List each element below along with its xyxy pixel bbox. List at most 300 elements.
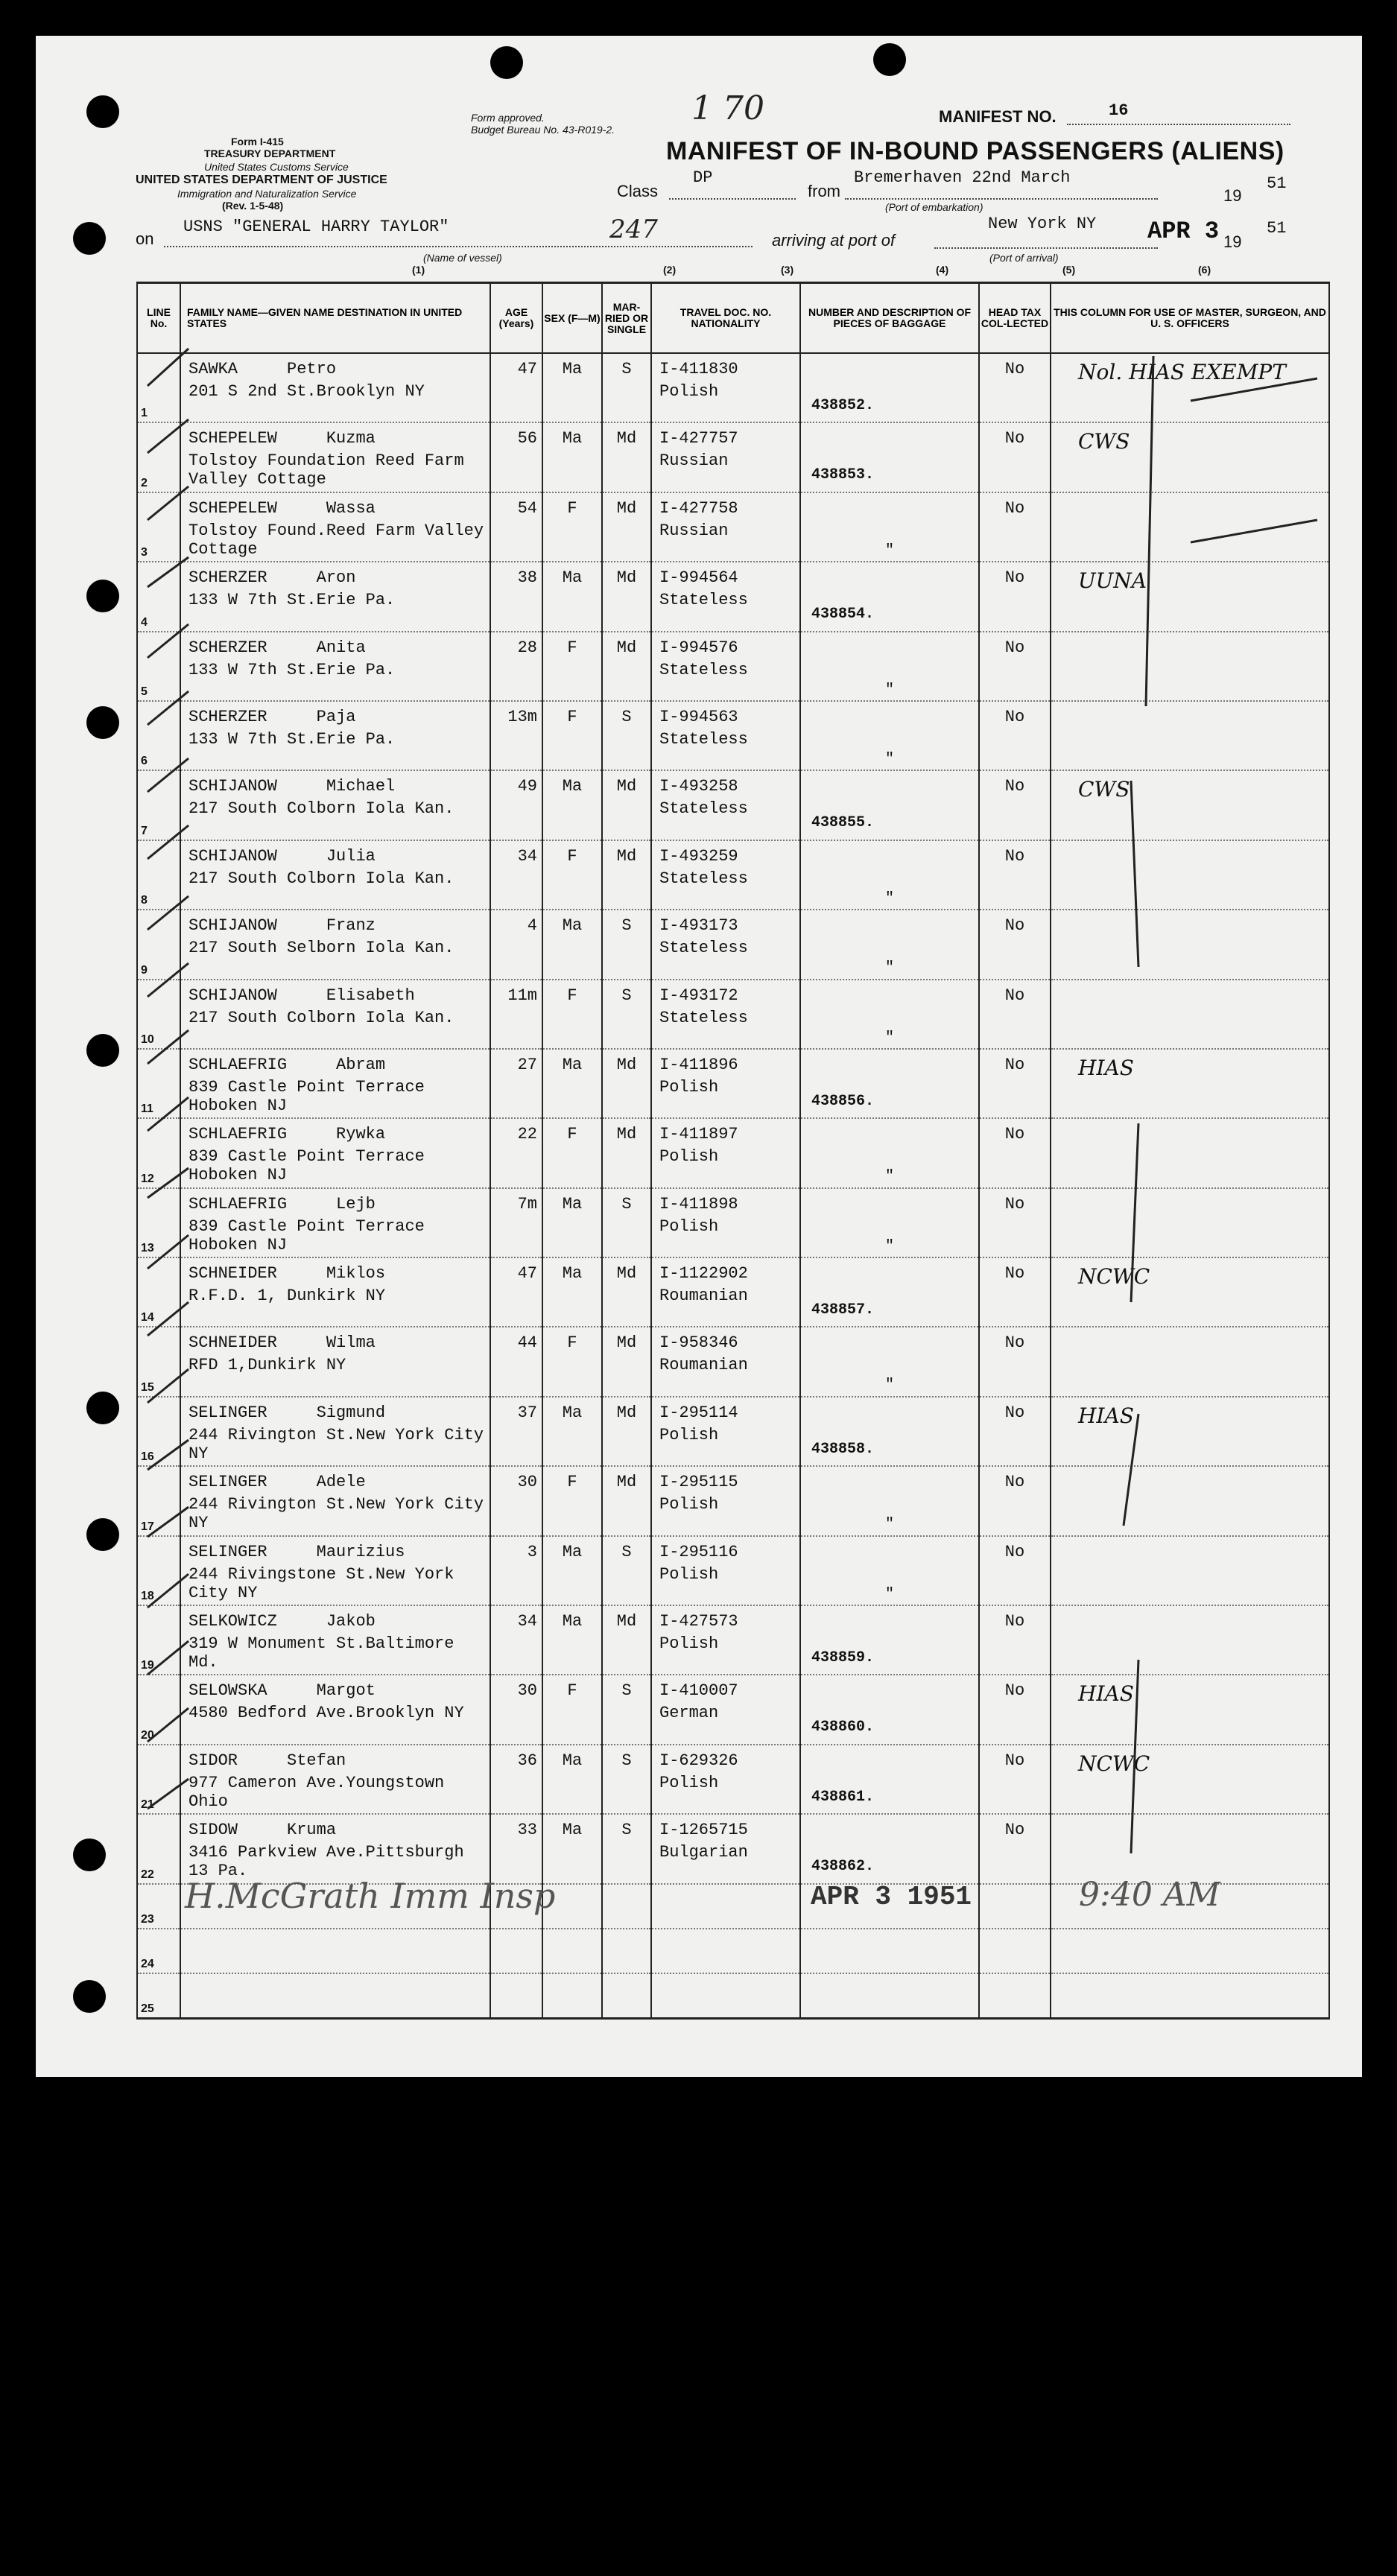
head-tax: No — [1004, 1542, 1025, 1561]
vessel-name: USNS "GENERAL HARRY TAYLOR" — [183, 218, 449, 236]
col-num: (4) — [936, 264, 949, 276]
line-number: 21 — [141, 1798, 154, 1812]
family-name: SELINGER — [189, 1403, 267, 1422]
marital-status: Md — [616, 1403, 637, 1422]
col-header-travel-doc: TRAVEL DOC. NO. NATIONALITY — [651, 283, 800, 354]
col-header-officers: THIS COLUMN FOR USE OF MASTER, SURGEON, AND U. S. OFFICERS — [1051, 283, 1329, 354]
empty-cell — [602, 1973, 651, 2019]
married-cell — [602, 1188, 651, 1257]
nationality: Polish — [659, 1425, 719, 1444]
officer-cell — [1051, 1675, 1329, 1744]
doc-cell — [651, 1118, 800, 1187]
age: 27 — [517, 1055, 537, 1074]
age: 47 — [517, 1264, 537, 1284]
sex-cell — [542, 1605, 602, 1675]
nationality: Polish — [659, 1773, 719, 1792]
age-cell — [490, 1188, 542, 1257]
vessel-number: 247 — [609, 215, 658, 244]
head-tax-cell — [979, 1257, 1051, 1327]
family-name: SCHLAEFRIG — [189, 1194, 288, 1214]
destination: 133 W 7th St.Erie Pa. — [189, 660, 396, 679]
marital-status: Md — [616, 1333, 637, 1353]
age: 33 — [517, 1821, 537, 1840]
head-tax-cell — [979, 910, 1051, 979]
line-cell — [137, 353, 180, 422]
officer-cell — [1051, 492, 1329, 562]
age: 49 — [517, 777, 537, 796]
given-name: Jakob — [326, 1612, 376, 1631]
name-cell — [180, 1188, 490, 1257]
passenger-name — [189, 1612, 376, 1631]
officer-cell — [1051, 1118, 1329, 1187]
age-cell — [490, 1536, 542, 1605]
baggage-cell — [800, 1814, 979, 1883]
line-cell — [137, 492, 180, 562]
line-cell — [137, 1049, 180, 1118]
doc-cell — [651, 422, 800, 492]
head-tax-cell — [979, 1814, 1051, 1883]
baggage-cell — [800, 1605, 979, 1675]
marital-status: S — [621, 1542, 632, 1561]
officer-cell — [1051, 980, 1329, 1049]
empty-cell — [651, 1973, 800, 2019]
baggage-cell — [800, 1397, 979, 1466]
travel-doc-no: I-410007 — [659, 1681, 738, 1701]
baggage: " — [884, 1377, 894, 1395]
baggage: " — [884, 1585, 894, 1603]
line-cell — [137, 1745, 180, 1814]
revision-label: (Rev. 1-5-48) — [222, 200, 284, 212]
age-cell — [490, 1814, 542, 1883]
travel-doc-no: I-295116 — [659, 1542, 738, 1561]
line-cell — [137, 1118, 180, 1187]
officer-cell — [1051, 562, 1329, 631]
line-number: 14 — [141, 1311, 154, 1325]
age-cell — [490, 422, 542, 492]
head-tax: No — [1004, 1125, 1025, 1144]
marital-status: Md — [616, 429, 637, 448]
baggage-cell — [800, 701, 979, 770]
name-cell — [180, 1327, 490, 1396]
nationality: Roumanian — [659, 1287, 748, 1306]
head-tax-cell — [979, 980, 1051, 1049]
age-cell — [490, 1397, 542, 1466]
sex: Ma — [562, 777, 583, 796]
table-row — [137, 980, 1329, 1049]
given-name: Margot — [316, 1681, 376, 1701]
given-name: Kruma — [287, 1821, 337, 1840]
nationality: Stateless — [659, 799, 748, 819]
doc-cell — [651, 980, 800, 1049]
married-cell — [602, 1466, 651, 1535]
head-tax-cell — [979, 1605, 1051, 1675]
married-cell — [602, 980, 651, 1049]
family-name: SELOWSKA — [189, 1681, 267, 1701]
col-num: (3) — [781, 264, 794, 276]
head-tax-cell — [979, 422, 1051, 492]
officer-note: NCWC — [1078, 1264, 1150, 1289]
age-cell — [490, 1605, 542, 1675]
passenger-name — [189, 360, 336, 378]
head-tax: No — [1004, 1055, 1025, 1074]
destination: 839 Castle Point Terrace Hoboken NJ — [189, 1147, 425, 1185]
name-cell — [180, 701, 490, 770]
sex-cell — [542, 840, 602, 910]
line-cell — [137, 1397, 180, 1466]
head-tax: No — [1004, 1333, 1025, 1353]
married-cell — [602, 1327, 651, 1396]
passenger-name — [189, 1195, 376, 1214]
age: 11m — [507, 986, 537, 1005]
line-number: 7 — [141, 824, 148, 837]
marital-status: S — [621, 986, 632, 1005]
baggage-cell — [800, 492, 979, 562]
head-tax: No — [1004, 1473, 1025, 1492]
nationality: Polish — [659, 1147, 719, 1167]
baggage: 438856. — [811, 1092, 875, 1110]
baggage: " — [884, 1029, 894, 1047]
empty-cell — [979, 1973, 1051, 2019]
family-name: SCHLAEFRIG — [189, 1055, 288, 1074]
table-row — [137, 1327, 1329, 1396]
form-approved: Form approved. — [471, 112, 545, 124]
name-cell — [180, 1814, 490, 1883]
sex-cell — [542, 910, 602, 979]
sex: F — [567, 1681, 577, 1701]
head-tax: No — [1004, 360, 1025, 378]
table-row — [137, 840, 1329, 910]
sex: F — [567, 498, 577, 518]
line-number: 5 — [141, 685, 148, 698]
married-cell — [602, 701, 651, 770]
family-name: SELKOWICZ — [189, 1612, 277, 1631]
punch-hole — [86, 706, 119, 739]
travel-doc-no: I-427757 — [659, 429, 738, 448]
head-tax-cell — [979, 492, 1051, 562]
head-tax-cell — [979, 1536, 1051, 1605]
empty-cell — [651, 1884, 800, 1929]
sex: Ma — [562, 1542, 583, 1561]
head-tax-cell — [979, 1188, 1051, 1257]
officer-cell — [1051, 1605, 1329, 1675]
officer-note: HIAS — [1078, 1681, 1134, 1707]
passenger-name — [189, 1125, 385, 1143]
line-number: 12 — [141, 1172, 154, 1185]
head-tax-cell — [979, 1049, 1051, 1118]
line-number: 4 — [141, 615, 148, 629]
destination: 217 South Selborn Iola Kan. — [189, 939, 454, 958]
table-row — [137, 1257, 1329, 1327]
given-name: Paja — [316, 707, 356, 726]
passenger-name — [189, 638, 366, 657]
doc-cell — [651, 701, 800, 770]
table-row — [137, 1675, 1329, 1744]
nationality: Stateless — [659, 660, 748, 679]
sex: F — [567, 1333, 577, 1353]
date-stamp: APR 3 1951 — [811, 1882, 972, 1912]
baggage-cell — [800, 1327, 979, 1396]
name-cell — [180, 1397, 490, 1466]
empty-cell — [800, 1973, 979, 2019]
travel-doc-no: I-411896 — [659, 1055, 738, 1074]
officer-cell — [1051, 701, 1329, 770]
baggage: 438854. — [811, 606, 875, 624]
sex: Ma — [562, 1612, 583, 1631]
family-name: SCHNEIDER — [189, 1264, 277, 1284]
col-num: (1) — [412, 264, 425, 276]
page-title: MANIFEST OF IN-BOUND PASSENGERS (ALIENS) — [666, 137, 1284, 165]
age: 44 — [517, 1333, 537, 1353]
baggage-cell — [800, 1745, 979, 1814]
nationality: Russian — [659, 521, 729, 540]
destination: 977 Cameron Ave.Youngstown Ohio — [189, 1773, 445, 1811]
marital-status: Md — [616, 777, 637, 796]
sex-cell — [542, 770, 602, 840]
line-cell — [137, 1536, 180, 1605]
officer-note: CWS — [1078, 777, 1130, 802]
given-name: Elisabeth — [326, 986, 415, 1005]
passenger-name — [189, 1264, 385, 1283]
sex: Ma — [562, 429, 583, 448]
head-tax: No — [1004, 1751, 1025, 1770]
family-name: SCHERZER — [189, 707, 267, 726]
passenger-name — [189, 1751, 346, 1770]
married-cell — [602, 353, 651, 422]
married-cell — [602, 1397, 651, 1466]
col-num: (6) — [1198, 264, 1211, 276]
doc-cell — [651, 1327, 800, 1396]
officer-note: UUNA — [1078, 568, 1147, 594]
officer-note: HIAS — [1078, 1055, 1134, 1080]
baggage-cell — [800, 422, 979, 492]
empty-cell — [180, 1929, 490, 1973]
family-name: SCHEPELEW — [189, 498, 277, 518]
marital-status: Md — [616, 498, 637, 518]
port-of-arrival-caption: (Port of arrival) — [989, 252, 1059, 264]
destination: 217 South Colborn Iola Kan. — [189, 799, 454, 819]
officer-cell — [1051, 1257, 1329, 1327]
punch-hole — [86, 1392, 119, 1424]
from-year-prefix: 19 — [1223, 186, 1242, 205]
sex-cell — [542, 1327, 602, 1396]
table-row — [137, 1814, 1329, 1883]
line-number: 8 — [141, 894, 148, 907]
line-cell — [137, 632, 180, 701]
baggage: " — [884, 1168, 894, 1186]
line-number: 3 — [141, 546, 148, 559]
doc-cell — [651, 910, 800, 979]
given-name: Julia — [326, 846, 376, 866]
marital-status: S — [621, 1751, 632, 1770]
handwritten-number: 1 70 — [691, 89, 764, 127]
table-row — [137, 701, 1329, 770]
head-tax: No — [1004, 916, 1025, 936]
passenger-name — [189, 1403, 385, 1422]
name-cell — [180, 1536, 490, 1605]
baggage-cell — [800, 980, 979, 1049]
given-name: Stefan — [287, 1751, 346, 1770]
name-cell — [180, 1257, 490, 1327]
punch-hole — [73, 222, 106, 255]
line-cell — [137, 1675, 180, 1744]
married-cell — [602, 1118, 651, 1187]
doc-cell — [651, 1605, 800, 1675]
nationality: Polish — [659, 1634, 719, 1654]
passenger-name — [189, 777, 395, 796]
empty-cell — [490, 1973, 542, 2019]
sex-cell — [542, 1118, 602, 1187]
table-row — [137, 1397, 1329, 1466]
baggage: 438855. — [811, 814, 875, 832]
line-cell — [137, 980, 180, 1049]
officer-cell — [1051, 1397, 1329, 1466]
passenger-name — [189, 1821, 336, 1839]
married-cell — [602, 770, 651, 840]
given-name: Abram — [336, 1055, 386, 1074]
doc-cell — [651, 1466, 800, 1535]
baggage-cell — [800, 1257, 979, 1327]
family-name: SCHIJANOW — [189, 777, 277, 796]
given-name: Franz — [326, 916, 376, 936]
table-header-row — [137, 283, 1329, 354]
line-number: 17 — [141, 1520, 154, 1533]
table-row — [137, 562, 1329, 631]
head-tax-cell — [979, 701, 1051, 770]
age: 38 — [517, 568, 537, 588]
age: 7m — [517, 1194, 537, 1214]
marital-status: S — [621, 1821, 632, 1840]
punch-hole — [73, 1980, 106, 2013]
given-name: Sigmund — [316, 1403, 386, 1422]
family-name: SCHIJANOW — [189, 846, 277, 866]
head-tax: No — [1004, 1681, 1025, 1701]
name-cell — [180, 632, 490, 701]
name-cell — [180, 840, 490, 910]
arrival-year: 51 — [1267, 219, 1287, 238]
family-name: SCHEPELEW — [189, 429, 277, 448]
travel-doc-no: I-411830 — [659, 360, 738, 378]
age-cell — [490, 1257, 542, 1327]
col-header-head-tax: HEAD TAX COL-LECTED — [979, 283, 1051, 354]
age-cell — [490, 632, 542, 701]
baggage-cell — [800, 770, 979, 840]
line-cell — [137, 1188, 180, 1257]
sex: Ma — [562, 1751, 583, 1770]
arriving-label: arriving at port of — [772, 231, 896, 250]
marital-status: Md — [616, 1264, 637, 1284]
doc-cell — [651, 1536, 800, 1605]
punch-hole — [73, 1839, 106, 1871]
destination: R.F.D. 1, Dunkirk NY — [189, 1287, 386, 1306]
age: 36 — [517, 1751, 537, 1770]
destination: 201 S 2nd St.Brooklyn NY — [189, 382, 425, 401]
age-cell — [490, 1049, 542, 1118]
age-cell — [490, 701, 542, 770]
baggage-cell — [800, 1466, 979, 1535]
table-row — [137, 1188, 1329, 1257]
baggage-cell — [800, 353, 979, 422]
line-cell — [137, 1466, 180, 1535]
from-label: from — [808, 182, 840, 200]
sex-cell — [542, 1049, 602, 1118]
marital-status: Md — [616, 846, 637, 866]
given-name: Maurizius — [316, 1542, 405, 1561]
head-tax: No — [1004, 1612, 1025, 1631]
sex: F — [567, 1473, 577, 1492]
age: 22 — [517, 1125, 537, 1144]
punch-hole — [490, 46, 523, 79]
destination: 839 Castle Point Terrace Hoboken NJ — [189, 1077, 425, 1115]
married-cell — [602, 1049, 651, 1118]
travel-doc-no: I-493172 — [659, 986, 738, 1005]
nationality: Stateless — [659, 939, 748, 958]
age-cell — [490, 1466, 542, 1535]
age: 13m — [507, 707, 537, 726]
sex-cell — [542, 701, 602, 770]
married-cell — [602, 632, 651, 701]
officer-note: Nol. HIAS EXEMPT — [1078, 360, 1286, 384]
passenger-name — [189, 568, 355, 587]
family-name: SCHERZER — [189, 638, 267, 657]
port-of-embarkation-caption: (Port of embarkation) — [885, 201, 983, 213]
name-cell — [180, 770, 490, 840]
line-number: 18 — [141, 1590, 154, 1603]
travel-doc-no: I-994563 — [659, 707, 738, 726]
table-row-blank — [137, 1929, 1329, 1973]
name-cell — [180, 1605, 490, 1675]
age-cell — [490, 353, 542, 422]
officer-cell — [1051, 1188, 1329, 1257]
age: 3 — [527, 1542, 537, 1561]
line-cell — [137, 770, 180, 840]
given-name: Petro — [287, 360, 337, 378]
head-tax: No — [1004, 1194, 1025, 1214]
officer-cell — [1051, 1745, 1329, 1814]
doc-cell — [651, 353, 800, 422]
head-tax: No — [1004, 1403, 1025, 1422]
name-cell — [180, 1118, 490, 1187]
table-row-blank — [137, 1973, 1329, 2019]
marital-status: Md — [616, 1125, 637, 1144]
passenger-name — [189, 1681, 376, 1700]
married-cell — [602, 1745, 651, 1814]
name-cell — [180, 492, 490, 562]
empty-cell — [979, 1929, 1051, 1973]
table-row — [137, 353, 1329, 422]
nationality: Stateless — [659, 729, 748, 749]
married-cell — [602, 562, 651, 631]
name-cell — [180, 1675, 490, 1744]
budget-bureau: Budget Bureau No. 43-R019-2. — [471, 124, 615, 136]
travel-doc-no: I-958346 — [659, 1333, 738, 1353]
passenger-name — [189, 1056, 385, 1074]
inspector-signature: H.McGrath Imm Insp — [185, 1876, 556, 1916]
table-row — [137, 632, 1329, 701]
empty-cell — [602, 1929, 651, 1973]
doc-cell — [651, 1745, 800, 1814]
table-row — [137, 1745, 1329, 1814]
married-cell — [602, 492, 651, 562]
line-number: 10 — [141, 1032, 154, 1046]
line-cell — [137, 422, 180, 492]
travel-doc-no: I-994564 — [659, 568, 738, 588]
nationality: Roumanian — [659, 1356, 748, 1375]
line-cell — [137, 1327, 180, 1396]
nationality: Polish — [659, 1216, 719, 1236]
marital-status: S — [621, 360, 632, 378]
sex: Ma — [562, 1055, 583, 1074]
line-cell — [137, 1884, 180, 1929]
